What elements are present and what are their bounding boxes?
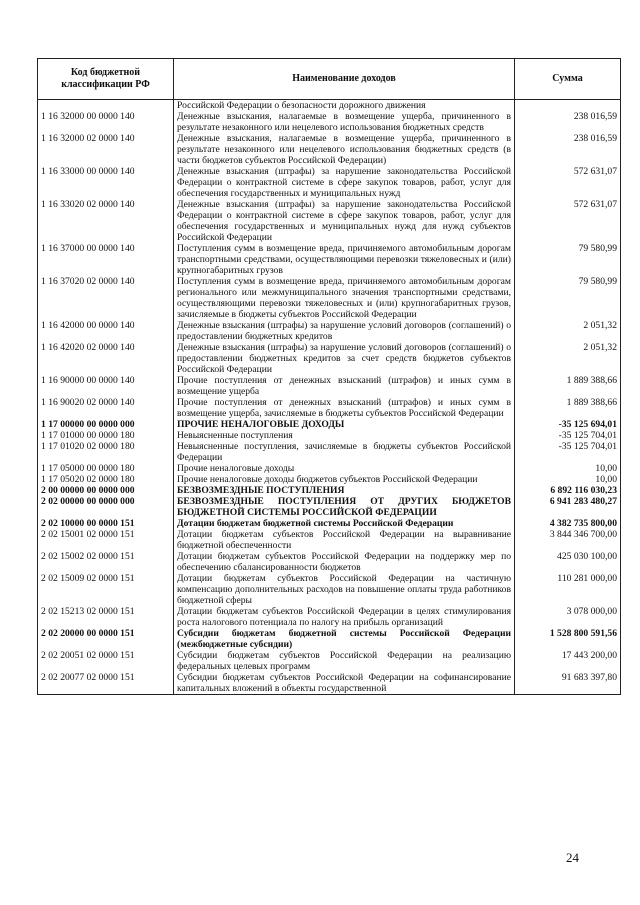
row-amount: 6 941 283 480,27 xyxy=(515,496,621,518)
table-row xyxy=(38,375,621,397)
row-code: 2 02 00000 00 0000 000 xyxy=(38,496,174,518)
row-amount: 79 580,99 xyxy=(515,276,621,320)
table-row xyxy=(38,463,621,474)
table-row xyxy=(38,397,621,419)
row-code: 1 17 01020 02 0000 180 xyxy=(38,441,174,463)
row-name: Дотации бюджетам субъектов Российской Федерации в целях стимулирования роста налогового потенциала по налогу на прибыль организаций xyxy=(174,606,515,628)
header-budget-code: Код бюджетной классификации РФ xyxy=(38,59,174,100)
row-name: ПРОЧИЕ НЕНАЛОГОВЫЕ ДОХОДЫ xyxy=(174,419,515,430)
table-row xyxy=(38,320,621,342)
table-row xyxy=(38,529,621,551)
row-amount: 17 443 200,00 xyxy=(515,650,621,672)
header-amount: Сумма xyxy=(515,59,621,100)
row-name: Денежные взыскания, налагаемые в возмещение ущерба, причиненного в результате незаконного или нецелевого использования бюджетных средств (в части бюджетов субъектов Российской Федерации) xyxy=(174,133,515,166)
row-code: 1 16 32000 00 0000 140 xyxy=(38,111,174,133)
table-row xyxy=(38,606,621,628)
row-amount: 425 030 100,00 xyxy=(515,551,621,573)
table-row xyxy=(38,111,621,133)
row-amount xyxy=(515,100,621,112)
row-amount: 238 016,59 xyxy=(515,133,621,166)
table-row xyxy=(38,441,621,463)
revenue-table xyxy=(37,58,621,695)
table-row xyxy=(38,100,621,112)
row-name: Невыясненные поступления xyxy=(174,430,515,441)
row-code: 1 16 33020 02 0000 140 xyxy=(38,199,174,243)
row-amount: 238 016,59 xyxy=(515,111,621,133)
row-name: БЕЗВОЗМЕЗДНЫЕ ПОСТУПЛЕНИЯ ОТ ДРУГИХ БЮДЖЕТОВ БЮДЖЕТНОЙ СИСТЕМЫ РОССИЙСКОЙ ФЕДЕРАЦИИ xyxy=(174,496,515,518)
row-amount: 2 051,32 xyxy=(515,320,621,342)
row-name: Невыясненные поступления, зачисляемые в бюджеты субъектов Российской Федерации xyxy=(174,441,515,463)
row-code: 1 17 01000 00 0000 180 xyxy=(38,430,174,441)
table-row xyxy=(38,573,621,606)
row-amount: 572 631,07 xyxy=(515,166,621,199)
table-row xyxy=(38,650,621,672)
row-name: Дотации бюджетам субъектов Российской Федерации на выравнивание бюджетной обеспеченности xyxy=(174,529,515,551)
row-amount: 110 281 000,00 xyxy=(515,573,621,606)
row-amount: 91 683 397,80 xyxy=(515,672,621,695)
page-number: 24 xyxy=(566,850,579,865)
row-amount: 2 051,32 xyxy=(515,342,621,375)
row-name: Денежные взыскания (штрафы) за нарушение законодательства Российской Федерации о контрактной системе в сфере закупок товаров, работ, услуг для обеспечения государственных и муниципальных нужд xyxy=(174,166,515,199)
row-code: 1 16 33000 00 0000 140 xyxy=(38,166,174,199)
table-row xyxy=(38,166,621,199)
row-amount: -35 125 694,01 xyxy=(515,419,621,430)
header-revenue-name: Наименование доходов xyxy=(174,59,515,100)
row-name: Денежные взыскания (штрафы) за нарушение законодательства Российской Федерации о контрактной системе в сфере закупок товаров, работ, услуг для обеспечения государственных и муниципальных нужд для нужд субъектов Российской Федерации xyxy=(174,199,515,243)
row-code: 2 02 20077 02 0000 151 xyxy=(38,672,174,695)
row-code: 2 00 00000 00 0000 000 xyxy=(38,485,174,496)
table-row xyxy=(38,430,621,441)
row-code: 2 02 15002 02 0000 151 xyxy=(38,551,174,573)
table-row xyxy=(38,199,621,243)
row-code: 1 17 00000 00 0000 000 xyxy=(38,419,174,430)
budget-revenue-table-page xyxy=(37,58,620,695)
row-name: Субсидии бюджетам субъектов Российской Федерации на софинансирование капитальных вложений в объекты государственной xyxy=(174,672,515,695)
table-row xyxy=(38,133,621,166)
row-amount: -35 125 704,01 xyxy=(515,430,621,441)
row-name: Поступления сумм в возмещение вреда, причиняемого автомобильным дорогам транспортными средствами, осуществляющими перевозки тяжеловесных и (или) крупногабаритных грузов xyxy=(174,243,515,276)
row-amount: 79 580,99 xyxy=(515,243,621,276)
row-name: Прочие неналоговые доходы xyxy=(174,463,515,474)
row-code: 1 16 90020 02 0000 140 xyxy=(38,397,174,419)
row-name: Денежные взыскания, налагаемые в возмещение ущерба, причиненного в результате незаконного или нецелевого использования бюджетных средств xyxy=(174,111,515,133)
row-name: Субсидии бюджетам субъектов Российской Федерации на реализацию федеральных целевых программ xyxy=(174,650,515,672)
row-code: 2 02 15009 02 0000 151 xyxy=(38,573,174,606)
row-code: 2 02 15001 02 0000 151 xyxy=(38,529,174,551)
row-amount: 6 892 116 030,23 xyxy=(515,485,621,496)
table-row xyxy=(38,419,621,430)
row-amount: 1 889 388,66 xyxy=(515,375,621,397)
row-code: 1 16 37000 00 0000 140 xyxy=(38,243,174,276)
row-code: 1 16 90000 00 0000 140 xyxy=(38,375,174,397)
row-code: 2 02 10000 00 0000 151 xyxy=(38,518,174,529)
row-code: 2 02 20051 02 0000 151 xyxy=(38,650,174,672)
table-row xyxy=(38,342,621,375)
row-name: Дотации бюджетам бюджетной системы Российской Федерации xyxy=(174,518,515,529)
row-name: Прочие поступления от денежных взысканий (штрафов) и иных сумм в возмещение ущерба xyxy=(174,375,515,397)
row-code: 1 16 37020 02 0000 140 xyxy=(38,276,174,320)
table-row xyxy=(38,496,621,518)
row-name: Дотации бюджетам субъектов Российской Федерации на частичную компенсацию дополнительных расходов на повышение оплаты труда работников бюджетной сферы xyxy=(174,573,515,606)
row-amount: 572 631,07 xyxy=(515,199,621,243)
row-amount: 1 528 800 591,56 xyxy=(515,628,621,650)
row-amount: 4 382 735 800,00 xyxy=(515,518,621,529)
table-row xyxy=(38,518,621,529)
row-name: Дотации бюджетам субъектов Российской Федерации на поддержку мер по обеспечению сбалансированности бюджетов xyxy=(174,551,515,573)
row-code: 2 02 15213 02 0000 151 xyxy=(38,606,174,628)
table-header-row xyxy=(38,59,621,100)
row-name: БЕЗВОЗМЕЗДНЫЕ ПОСТУПЛЕНИЯ xyxy=(174,485,515,496)
row-amount: 3 844 346 700,00 xyxy=(515,529,621,551)
table-row xyxy=(38,672,621,695)
row-name: Денежные взыскания (штрафы) за нарушение условий договоров (соглашений) о предоставлении бюджетных кредитов за счет средств бюджетов субъектов Российской Федерации xyxy=(174,342,515,375)
row-amount: 10,00 xyxy=(515,474,621,485)
table-row xyxy=(38,243,621,276)
row-code: 1 16 32000 02 0000 140 xyxy=(38,133,174,166)
row-name: Российской Федерации о безопасности дорожного движения xyxy=(174,100,515,112)
row-code: 1 17 05000 00 0000 180 xyxy=(38,463,174,474)
row-name: Денежные взыскания (штрафы) за нарушение условий договоров (соглашений) о предоставлении бюджетных кредитов xyxy=(174,320,515,342)
table-row xyxy=(38,628,621,650)
table-row xyxy=(38,551,621,573)
row-amount: 3 078 000,00 xyxy=(515,606,621,628)
row-name: Прочие неналоговые доходы бюджетов субъектов Российской Федерации xyxy=(174,474,515,485)
row-amount: -35 125 704,01 xyxy=(515,441,621,463)
table-body xyxy=(38,100,621,695)
row-code: 1 17 05020 02 0000 180 xyxy=(38,474,174,485)
row-name: Субсидии бюджетам бюджетной системы Российской Федерации (межбюджетные субсидии) xyxy=(174,628,515,650)
row-amount: 1 889 388,66 xyxy=(515,397,621,419)
row-code: 1 16 42020 02 0000 140 xyxy=(38,342,174,375)
table-row xyxy=(38,474,621,485)
row-name: Прочие поступления от денежных взысканий (штрафов) и иных сумм в возмещение ущерба, зачисляемые в бюджеты субъектов Российской Федерации xyxy=(174,397,515,419)
row-amount: 10,00 xyxy=(515,463,621,474)
row-code: 1 16 42000 00 0000 140 xyxy=(38,320,174,342)
row-name: Поступления сумм в возмещение вреда, причиняемого автомобильным дорогам регионального или межмуниципального значения транспортными средствами, осуществляющими перевозки тяжеловесных и (или) крупногабаритных грузов, зачисляемые в бюджеты субъектов Российской Федерации xyxy=(174,276,515,320)
row-code: 2 02 20000 00 0000 151 xyxy=(38,628,174,650)
table-row xyxy=(38,276,621,320)
table-row xyxy=(38,485,621,496)
row-code xyxy=(38,100,174,112)
